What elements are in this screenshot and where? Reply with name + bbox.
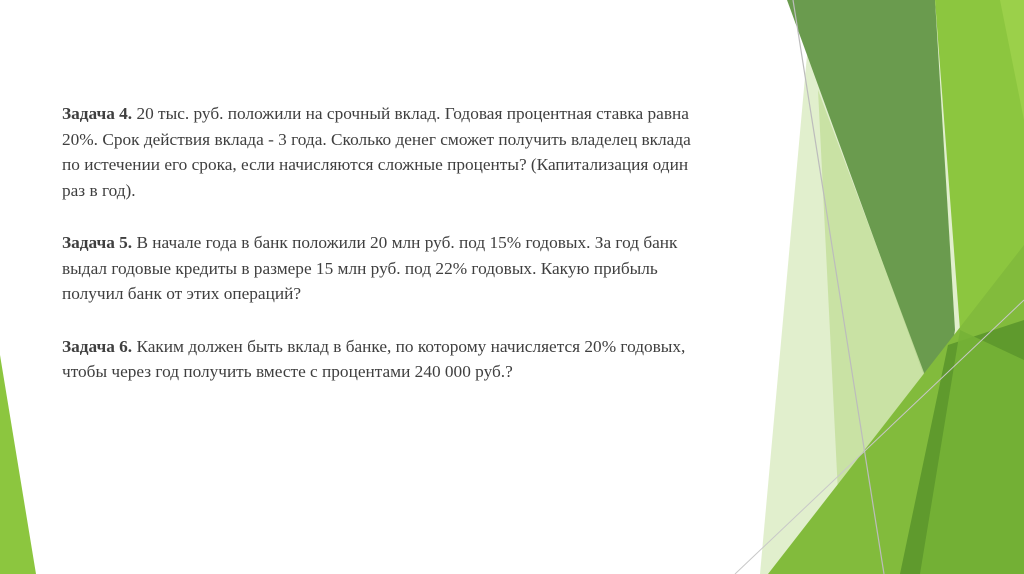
task-4-line-1: 20 тыс. руб. положили на срочный вклад. Годовая процентная ставка равна: [132, 104, 689, 123]
task-6: [62, 334, 782, 385]
task-4-line-2: 20%. Срок действия вклада - 3 года. Сколько денег сможет получить владелец вклада: [62, 129, 691, 149]
task-4: [62, 101, 782, 203]
task-4-line-4: раз в год).: [62, 180, 136, 200]
task-5-line-2: выдал годовые кредиты в размере 15 млн руб. под 22% годовых. Какую прибыль: [62, 258, 658, 278]
tasks-text-block: [62, 101, 782, 385]
task-6-label: Задача 6.: [62, 336, 133, 356]
task-6-line-1: Каким должен быть вклад в банке, по которому начисляется 20% годовых,: [132, 336, 686, 356]
left-green-sliver: [0, 355, 36, 574]
task-5-line-1: В начале года в банк положили 20 млн руб. под 15% годовых. За год банк: [132, 233, 678, 252]
task-5: [62, 230, 782, 307]
task-5-line-3: получил банк от этих операций?: [62, 284, 301, 303]
task-5-label: Задача 5.: [62, 233, 133, 252]
task-6-line-2: чтобы через год получить вместе с процентами 240 000 руб.?: [62, 362, 513, 381]
task-4-label: Задача 4.: [62, 104, 133, 123]
task-4-line-3: по истечении его срока, если начисляются сложные проценты? (Капитализация один: [62, 155, 689, 174]
